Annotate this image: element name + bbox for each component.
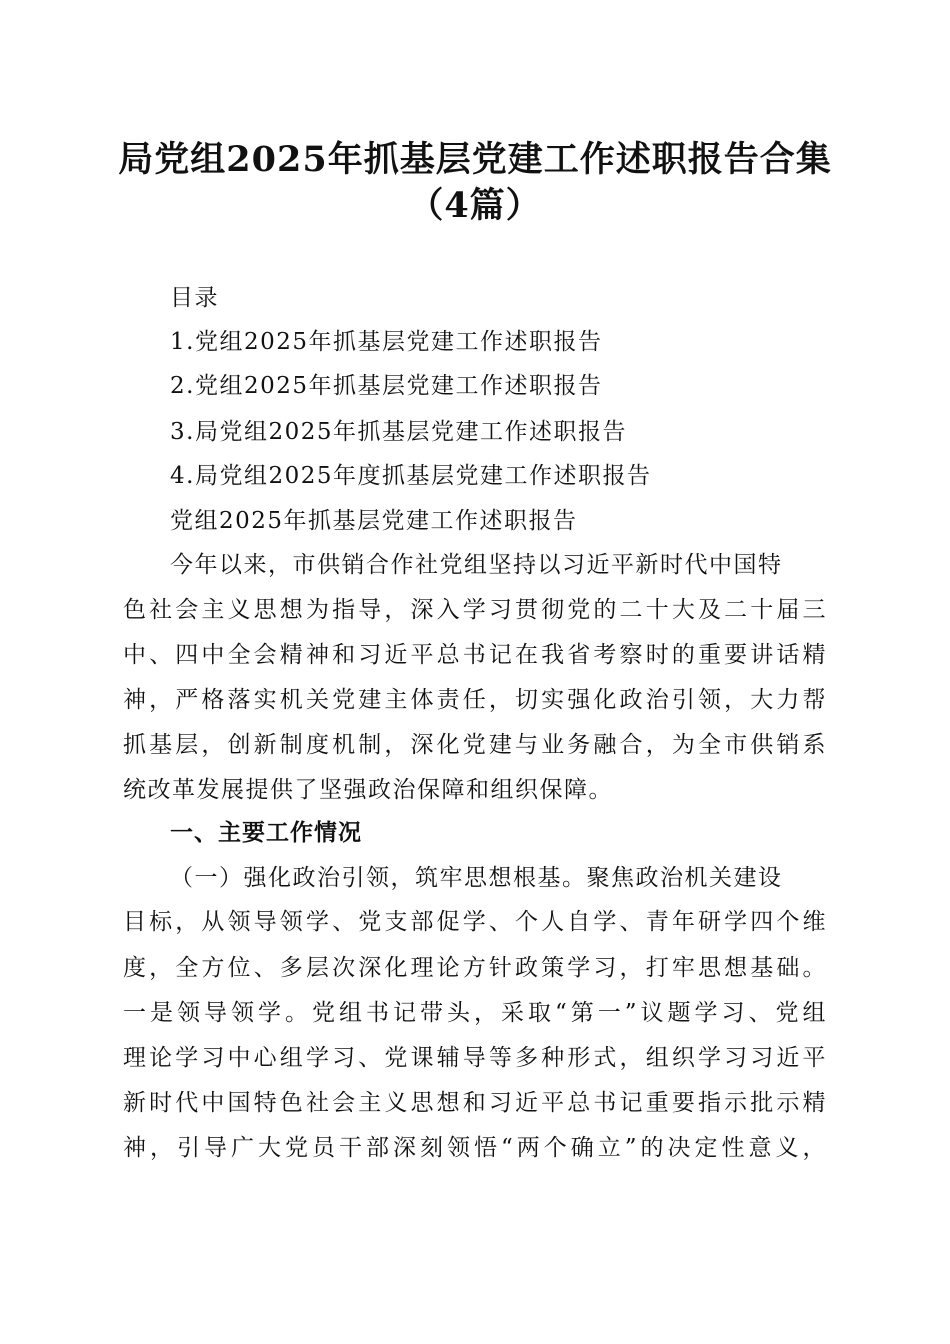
toc-item-1: 1.党组2025年抓基层党建工作述职报告 (170, 329, 603, 355)
toc-item-2: 2.党组2025年抓基层党建工作述职报告 (170, 373, 603, 399)
document-title-line2: （4篇） (408, 185, 542, 226)
intro-line-2: 色社会主义思想为指导，深入学习贯彻党的二十大及二十届三 (123, 597, 827, 623)
section1-line-1: （一）强化政治引领，筑牢思想根基。聚焦政治机关建设 (170, 865, 783, 891)
document-title-line1: 局党组2025年抓基层党建工作述职报告合集 (118, 139, 832, 180)
toc-label: 目录 (170, 285, 219, 311)
intro-line-4: 神，严格落实机关党建主体责任，切实强化政治引领，大力帮 (123, 687, 827, 713)
section1-line-7: 神，引导广大党员干部深刻领悟“两个确立”的决定性意义， (123, 1135, 827, 1161)
section-heading: 一、主要工作情况 (170, 820, 362, 846)
report-title: 党组2025年抓基层党建工作述职报告 (170, 508, 578, 534)
section1-line-5: 理论学习中心组学习、党课辅导等多种形式，组织学习习近平 (123, 1045, 827, 1071)
section1-line-3: 度，全方位、多层次深化理论方针政策学习，打牢思想基础。 (123, 955, 827, 981)
section1-line-4: 一是领导领学。党组书记带头，采取“第一”议题学习、党组 (123, 1000, 827, 1026)
toc-item-3: 3.局党组2025年抓基层党建工作述职报告 (170, 419, 627, 445)
intro-line-3: 中、四中全会精神和习近平总书记在我省考察时的重要讲话精 (123, 642, 827, 668)
toc-item-4: 4.局党组2025年度抓基层党建工作述职报告 (170, 463, 652, 489)
intro-line-5: 抓基层，创新制度机制，深化党建与业务融合，为全市供销系 (123, 732, 827, 758)
intro-line-1: 今年以来，市供销合作社党组坚持以习近平新时代中国特 (170, 552, 783, 578)
section1-line-6: 新时代中国特色社会主义思想和习近平总书记重要指示批示精 (123, 1090, 827, 1116)
intro-line-6: 统改革发展提供了坚强政治保障和组织保障。 (123, 777, 613, 803)
section1-line-2: 目标，从领导领学、党支部促学、个人自学、青年研学四个维 (123, 909, 827, 935)
